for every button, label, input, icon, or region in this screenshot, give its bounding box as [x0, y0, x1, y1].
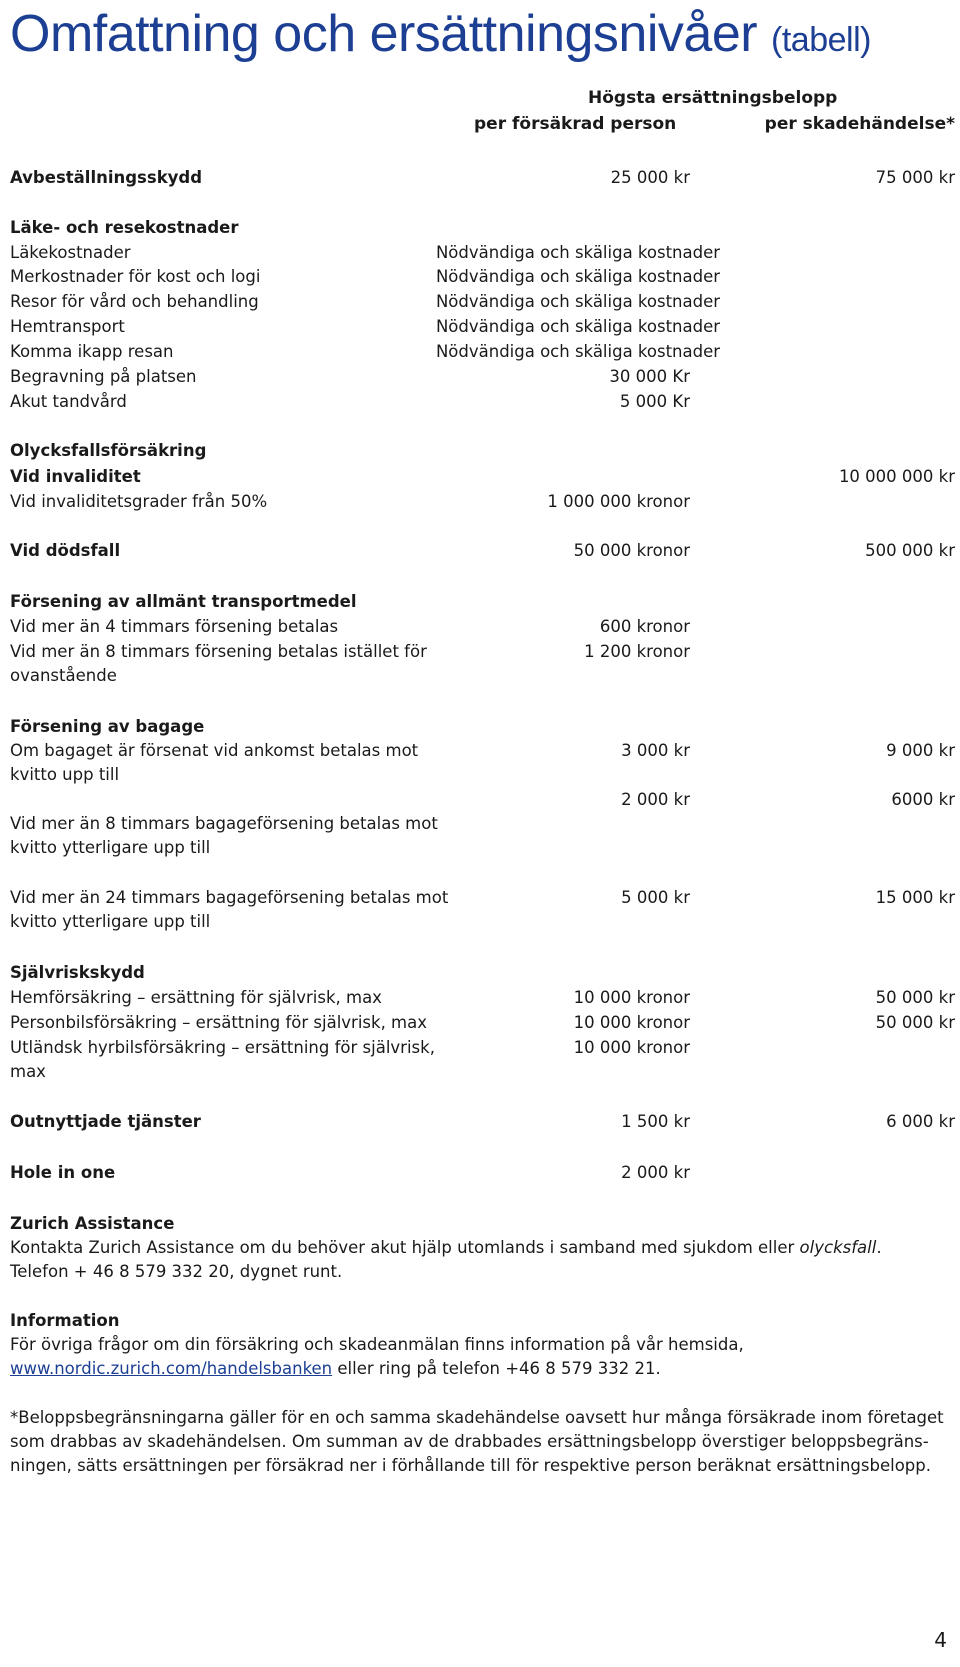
row-value: Nödvändiga och skäliga kostnader	[435, 243, 721, 262]
row-value-person: 1 000 000 kronor	[547, 492, 690, 511]
row-label: Hemtransport	[10, 317, 125, 336]
row-label: Resor för vård och behandling	[10, 292, 259, 311]
row-value-person: 25 000 kr	[610, 168, 690, 187]
row-value: Nödvändiga och skäliga kostnader	[435, 342, 721, 361]
section-heading: Olycksfallsförsäkring	[10, 441, 207, 460]
row-value-person: 5 000 kr	[621, 888, 690, 907]
footnote-line: som drabbas av skadehändelsen. Om summan av de drabbades ersättningsbelopp överstiger beloppsbegräns-	[10, 1432, 929, 1451]
row-label-cont: ovanstående	[10, 666, 117, 685]
row-label: Vid invaliditetsgrader från 50%	[10, 492, 268, 511]
header-main: Högsta ersättningsbelopp	[588, 88, 838, 108]
row-value-person: 3 000 kr	[621, 741, 690, 760]
row-label: Vid dödsfall	[10, 541, 121, 560]
row-value: Nödvändiga och skäliga kostnader	[435, 317, 721, 336]
header-col-person: per försäkrad person	[474, 114, 677, 134]
section-heading: Självriskskydd	[10, 963, 145, 982]
row-label: Hole in one	[10, 1163, 116, 1182]
website-link[interactable]: www.nordic.zurich.com/handelsbanken	[10, 1359, 333, 1378]
information-text-cont: www.nordic.zurich.com/handelsbanken eller ring på telefon +46 8 579 332 21.	[10, 1359, 661, 1378]
row-value-event: 50 000 kr	[875, 1013, 955, 1032]
header-col-event: per skadehändelse*	[764, 114, 955, 134]
row-value: Nödvändiga och skäliga kostnader	[435, 292, 721, 311]
row-label: Begravning på platsen	[10, 367, 197, 386]
footnote-line: ningen, sätts ersättningen per försäkrad ner i förhållande till för respektive person beräknat ersättningsbelopp.	[10, 1456, 931, 1475]
row-value-person: 50 000 kronor	[573, 541, 690, 560]
section-heading: Försening av allmänt transportmedel	[10, 592, 357, 611]
zurich-text: Kontakta Zurich Assistance om du behöver akut hjälp utomlands i samband med sjukdom eller olycksfall.	[10, 1238, 882, 1257]
row-label: Utländsk hyrbilsförsäkring – ersättning för självrisk,	[10, 1038, 435, 1057]
row-label: Vid mer än 8 timmars bagageförsening betalas mot	[10, 814, 438, 833]
row-label: Hemförsäkring – ersättning för självrisk, max	[10, 988, 382, 1007]
page-title-sub: (tabell)	[771, 21, 871, 59]
row-value: Nödvändiga och skäliga kostnader	[435, 267, 721, 286]
row-label: Komma ikapp resan	[10, 342, 174, 361]
row-value-person: 10 000 kronor	[573, 1038, 690, 1057]
row-value-event: 6000 kr	[891, 790, 955, 809]
row-value-person: 5 000 Kr	[619, 392, 690, 411]
row-value-event: 75 000 kr	[875, 168, 955, 187]
row-value-person: 30 000 Kr	[609, 367, 690, 386]
row-value-person: 600 kronor	[599, 617, 690, 636]
row-label: Personbilsförsäkring – ersättning för självrisk, max	[10, 1013, 428, 1032]
row-label-cont: max	[10, 1062, 46, 1081]
row-value-person: 1 200 kronor	[584, 642, 690, 661]
row-label: Avbeställningsskydd	[10, 168, 203, 187]
row-value-event: 15 000 kr	[875, 888, 955, 907]
row-label: Akut tandvård	[10, 392, 127, 411]
row-label-cont: kvitto upp till	[10, 765, 120, 784]
row-value-person: 1 500 kr	[621, 1112, 690, 1131]
row-label: Vid invaliditet	[10, 467, 141, 486]
zurich-phone: Telefon + 46 8 579 332 20, dygnet runt.	[10, 1262, 343, 1281]
row-value-event: 50 000 kr	[875, 988, 955, 1007]
section-heading: Läke- och resekostnader	[10, 218, 239, 237]
footnote-line: *Beloppsbegränsningarna gäller för en och samma skadehändelse oavsett hur många försäkrade inom företaget	[10, 1408, 944, 1427]
row-value-event: 6 000 kr	[886, 1112, 955, 1131]
row-value-event: 9 000 kr	[886, 741, 955, 760]
row-label-cont: kvitto ytterligare upp till	[10, 912, 211, 931]
row-label: Merkostnader för kost och logi	[10, 267, 261, 286]
row-label: Läkekostnader	[10, 243, 131, 262]
page-number: 4	[934, 1628, 947, 1652]
section-heading: Försening av bagage	[10, 717, 205, 736]
row-label: Outnyttjade tjänster	[10, 1112, 201, 1131]
row-label: Om bagaget är försenat vid ankomst betalas mot	[10, 741, 419, 760]
row-value-person: 10 000 kronor	[573, 1013, 690, 1032]
row-value-person: 2 000 kr	[621, 790, 690, 809]
row-value-person: 2 000 kr	[621, 1163, 690, 1182]
row-label: Vid mer än 24 timmars bagageförsening betalas mot	[10, 888, 449, 907]
row-label: Vid mer än 8 timmars försening betalas istället för	[10, 642, 427, 661]
row-value-event: 10 000 000 kr	[838, 467, 955, 486]
zurich-heading: Zurich Assistance	[10, 1214, 175, 1233]
page-title: Omfattning och ersättningsnivåer (tabell)	[10, 5, 871, 63]
information-heading: Information	[10, 1311, 120, 1330]
row-label-cont: kvitto ytterligare upp till	[10, 838, 211, 857]
row-value-person: 10 000 kronor	[573, 988, 690, 1007]
row-label: Vid mer än 4 timmars försening betalas	[10, 617, 339, 636]
information-text: För övriga frågor om din försäkring och skadeanmälan finns information på vår hemsida,	[10, 1335, 744, 1354]
row-value-event: 500 000 kr	[865, 541, 955, 560]
